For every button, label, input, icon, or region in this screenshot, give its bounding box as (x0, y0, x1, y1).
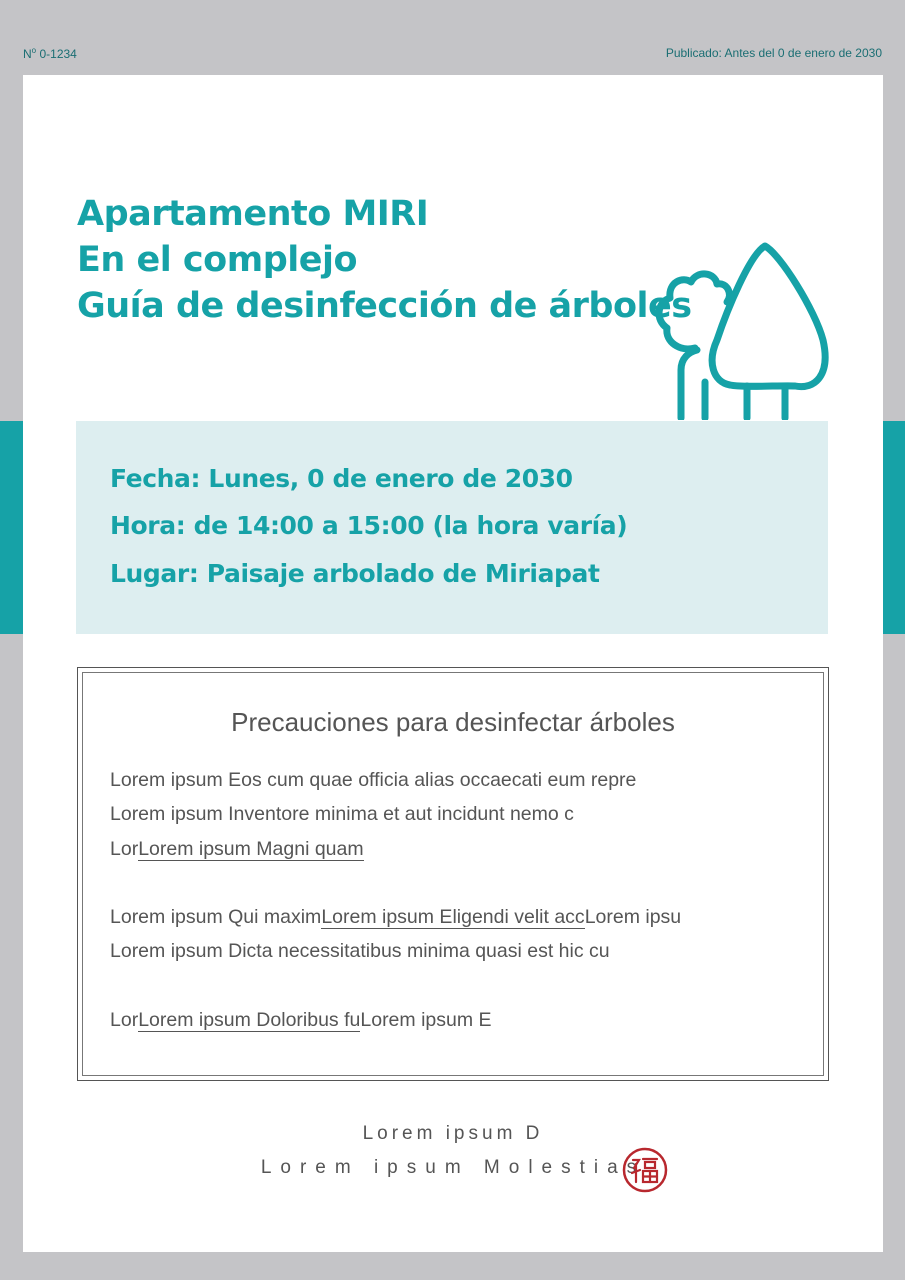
event-place: Lugar: Paisaje arbolado de Miriapat (110, 559, 600, 588)
accent-band-left (0, 421, 23, 634)
event-info-box (76, 421, 828, 634)
published-date: Publicado: Antes del 0 de enero de 2030 (665, 46, 882, 60)
title-line-1: Apartamento MIRI (77, 194, 429, 234)
precaution-link[interactable]: Lorem ipsum Doloribus fu (138, 1009, 361, 1031)
seal-stamp-icon (621, 1146, 669, 1194)
page-title (77, 191, 692, 329)
precaution-line-1: Lorem ipsum Eos cum quae officia alias occaecati eum repre (110, 769, 637, 791)
document-number: $N^o$ 0-1234 (23, 46, 77, 61)
title-line-2: En el complejo (77, 240, 358, 280)
footer-line-1: Lorem ipsum D (362, 1123, 544, 1144)
precaution-line-6: LorLorem ipsum Doloribus fuLorem ipsum E (110, 1009, 492, 1031)
precautions-title: Precauciones para desinfectar árboles (231, 707, 675, 737)
precautions-frame (77, 667, 829, 1081)
precaution-link[interactable]: Lorem ipsum Eligendi velit acc (321, 906, 585, 928)
footer-line-2: Lorem ipsum Molestias (260, 1157, 646, 1178)
event-time: Hora: de 14:00 a 15:00 (la hora varía) (110, 511, 628, 540)
accent-band-right (882, 421, 905, 634)
precaution-line-4: Lorem ipsum Qui maximLorem ipsum Eligendi velit accLorem ipsu (110, 906, 682, 928)
precaution-line-2: Lorem ipsum Inventore minima et aut incidunt nemo c (110, 803, 574, 825)
title-line-3: Guía de desinfección de árboles (77, 286, 692, 326)
event-date: Fecha: Lunes, 0 de enero de 2030 (110, 464, 573, 493)
precaution-link[interactable]: Lorem ipsum Magni quam (138, 838, 364, 860)
document-page (23, 75, 883, 1252)
precaution-line-3: LorLorem ipsum Magni quam (110, 838, 364, 860)
precaution-line-5: Lorem ipsum Dicta necessitatibus minima quasi est hic cu (110, 940, 610, 962)
